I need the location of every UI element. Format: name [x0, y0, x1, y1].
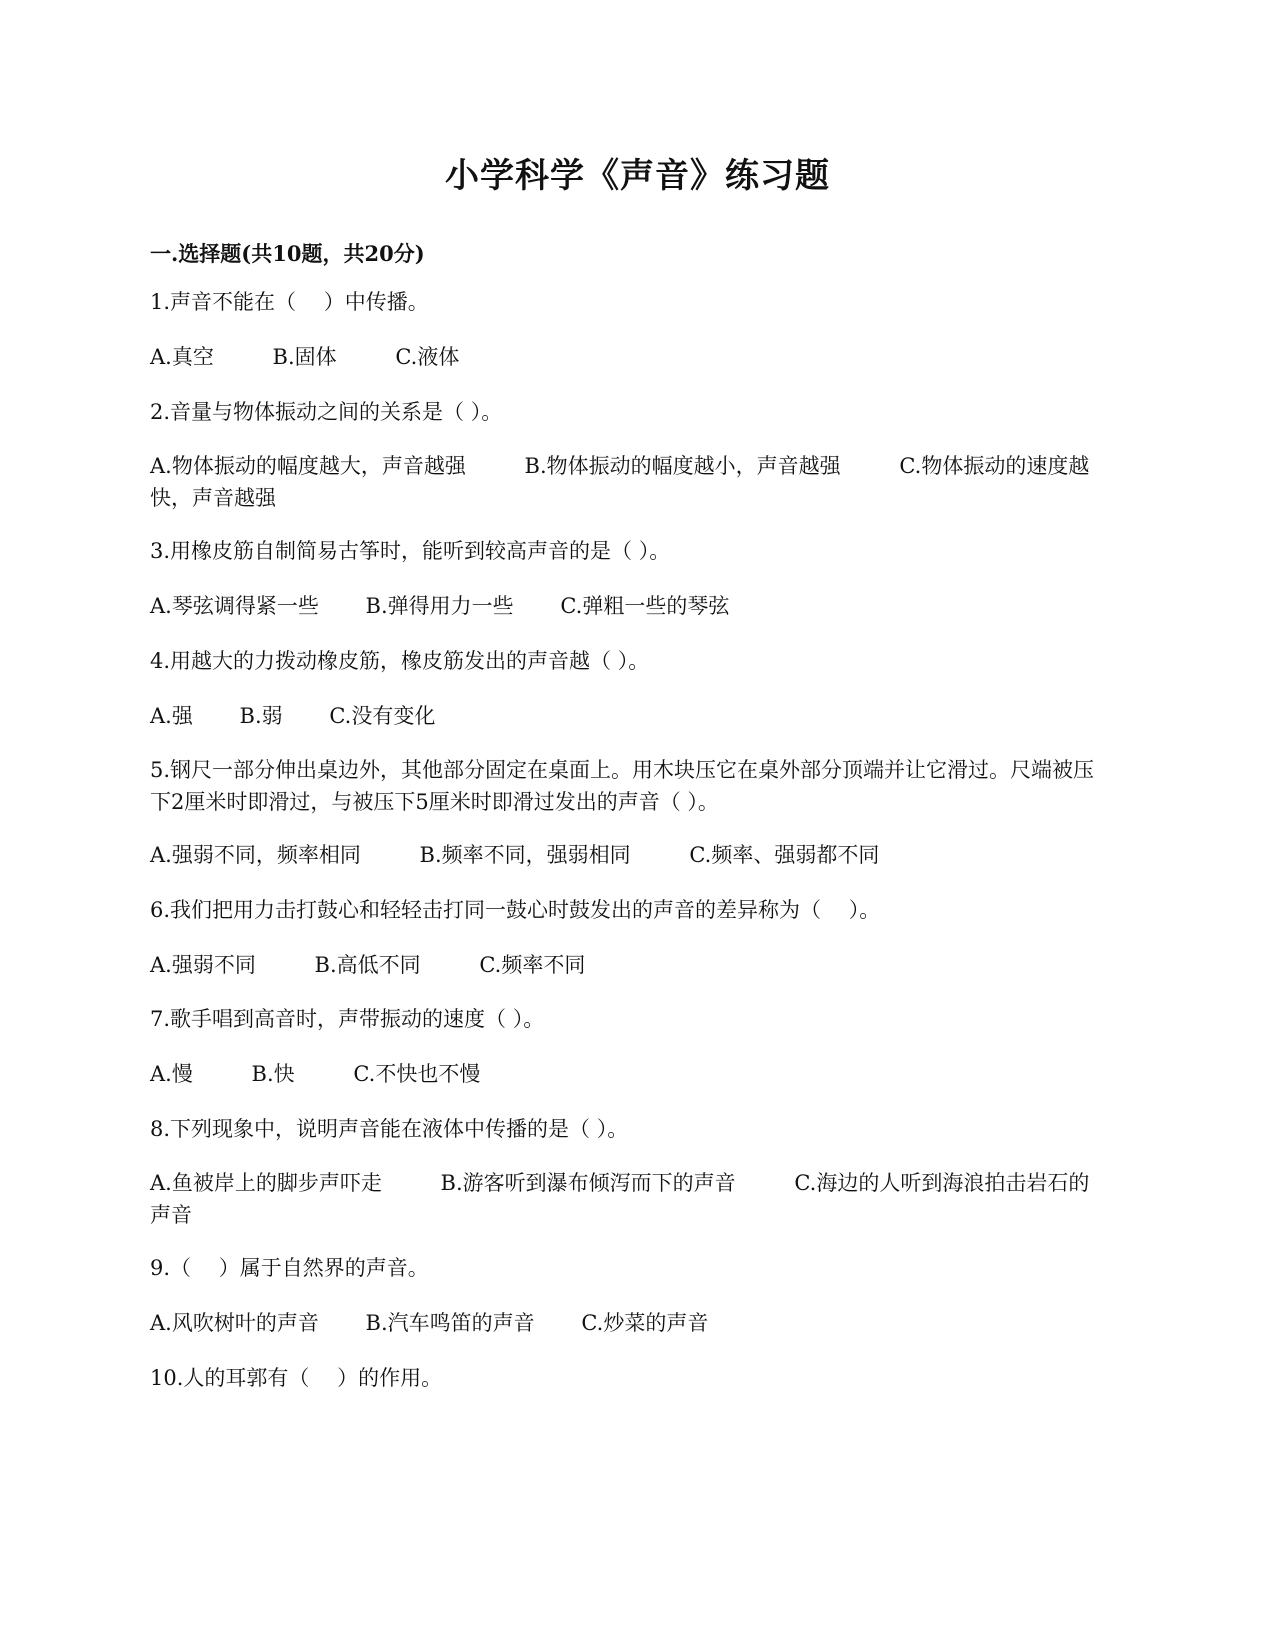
question-3: 3.用橡皮筋自制简易古筝时，能听到较高声音的是（ ）。: [150, 539, 671, 563]
option-b: B.物体振动的幅度越小，声音越强: [524, 454, 841, 478]
option-b: B.游客听到瀑布倾泻而下的声音: [440, 1171, 736, 1195]
option-a: A.物体振动的幅度越大，声音越强: [150, 454, 466, 478]
option-c: C.频率、强弱都不同: [689, 843, 880, 867]
question-6: 6.我们把用力击打鼓心和轻轻击打同一鼓心时鼓发出的声音的差异称为（ ）。: [150, 898, 881, 922]
question-1-options: [150, 341, 1110, 373]
question-3-options: [150, 590, 1110, 622]
question-2-options: [150, 450, 1110, 514]
question-4-options: [150, 700, 1110, 732]
option-b: B.弱: [239, 704, 283, 728]
question-5: 5.钢尺一部分伸出桌边外，其他部分固定在桌面上。用木块压它在桌外部分顶端并让它滑过。尺端被压下2厘米时即滑过，与被压下5厘米时即滑过发出的声音（ ）。: [150, 758, 1095, 814]
question-7-options: [150, 1058, 1110, 1090]
option-b: B.快: [251, 1062, 295, 1086]
option-c: C.炒菜的声音: [581, 1311, 709, 1335]
question-2: 2.音量与物体振动之间的关系是（ ）。: [150, 400, 503, 424]
question-1: 1.声音不能在（ ）中传播。: [150, 290, 429, 314]
option-b: B.固体: [272, 345, 337, 369]
option-a: A.琴弦调得紧一些: [150, 594, 319, 618]
question-9: 9.（ ）属于自然界的声音。: [150, 1256, 429, 1280]
section-heading: 一.选择题(共10题，共20分): [150, 241, 425, 266]
page-title: 小学科学《声音》练习题: [445, 156, 830, 196]
option-c: C.不快也不慢: [353, 1062, 481, 1086]
option-b: B.频率不同，强弱相同: [419, 843, 631, 867]
question-5-options: [150, 839, 1110, 871]
question-8-options: [150, 1167, 1110, 1231]
option-a: A.风吹树叶的声音: [150, 1311, 319, 1335]
option-b: B.弹得用力一些: [365, 594, 514, 618]
question-7: 7.歌手唱到高音时，声带振动的速度（ ）。: [150, 1007, 545, 1031]
option-c: C.物体振动的速度越快，声音越强: [150, 454, 1090, 510]
option-a: A.强弱不同: [150, 953, 256, 977]
question-9-options: [150, 1307, 1110, 1339]
option-a: A.鱼被岸上的脚步声吓走: [150, 1171, 382, 1195]
option-a: A.慢: [150, 1062, 193, 1086]
option-c: C.频率不同: [479, 953, 586, 977]
question-10: 10.人的耳郭有（ ）的作用。: [150, 1366, 443, 1390]
option-c: C.没有变化: [329, 704, 436, 728]
option-b: B.高低不同: [314, 953, 421, 977]
option-c: C.弹粗一些的琴弦: [560, 594, 730, 618]
option-b: B.汽车鸣笛的声音: [365, 1311, 535, 1335]
option-a: A.强弱不同，频率相同: [150, 843, 361, 867]
question-8: 8.下列现象中，说明声音能在液体中传播的是（ ）。: [150, 1117, 629, 1141]
question-4: 4.用越大的力拨动橡皮筋，橡皮筋发出的声音越（ ）。: [150, 649, 650, 673]
option-c: C.液体: [395, 345, 460, 369]
option-a: A.真空: [150, 345, 214, 369]
option-c: C.海边的人听到海浪拍击岩石的声音: [150, 1171, 1090, 1227]
option-a: A.强: [150, 704, 193, 728]
question-6-options: [150, 949, 1110, 981]
